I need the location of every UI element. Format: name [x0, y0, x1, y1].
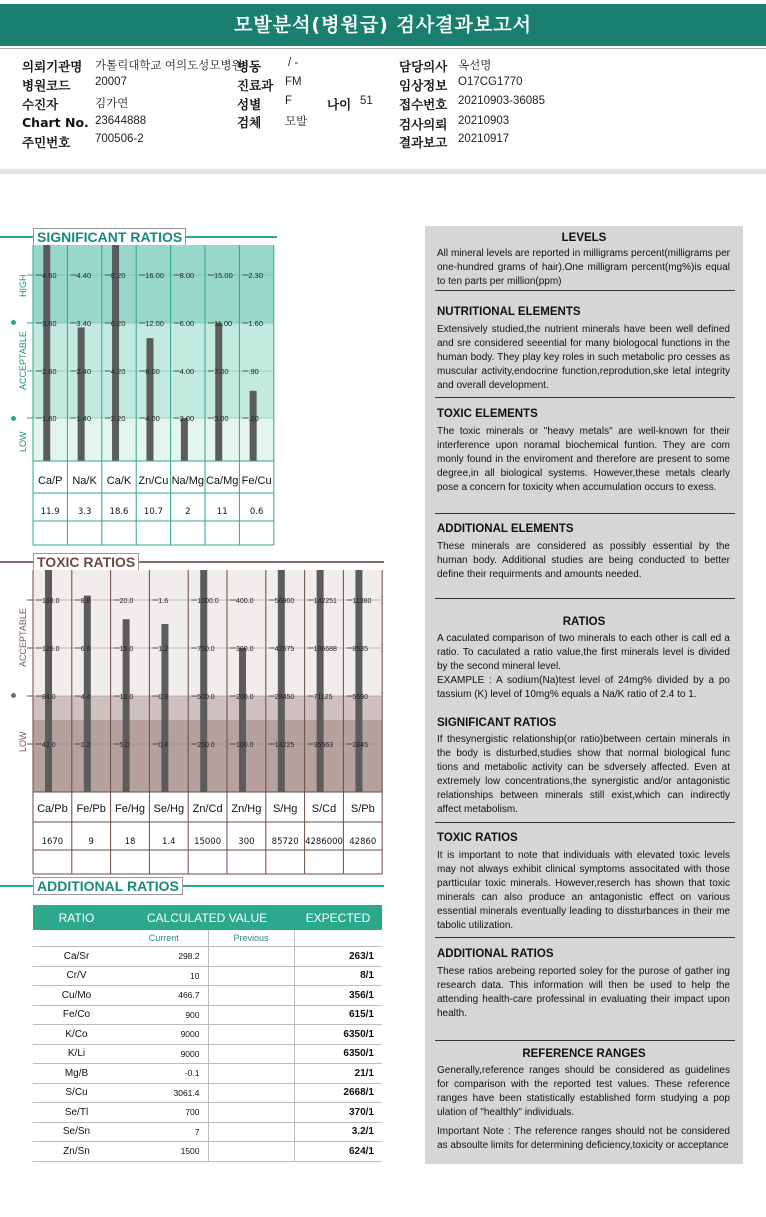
tick-label: 142251 [313, 598, 337, 605]
table-row [33, 1064, 382, 1084]
clinical-label: 임상정보 [399, 78, 448, 93]
category-label: Fe/Pb [76, 803, 106, 815]
tick-label: 14225 [274, 742, 295, 749]
additional-elements-text: These minerals are considered as possibly essential by the human body. Additional studies are being conducted to better define their requirments and amounts needed. [437, 541, 730, 580]
examinee-label: 수진자 [22, 97, 59, 112]
tick-label: 11.00 [214, 319, 233, 328]
zone-acceptable-label: ACCEPTABLE [18, 331, 28, 390]
tick-label: 126.0 [42, 646, 60, 653]
previous-value-cell [208, 947, 294, 967]
tick-label: 1.6 [158, 598, 169, 605]
tick-label: 11380 [352, 598, 372, 605]
additional-elements-heading: ADDITIONAL ELEMENTS [437, 523, 574, 535]
tick-label: 4.00 [145, 414, 160, 423]
tick-label: 6.20 [110, 319, 126, 328]
dept-value: FM [285, 76, 302, 88]
expected-value-cell: 615/1 [294, 1005, 382, 1025]
ratio-cell: K/Co [33, 1025, 120, 1045]
tick-label: 100.0 [236, 742, 254, 749]
panel-divider [435, 397, 735, 398]
tick-label: 3.40 [76, 319, 92, 328]
table-row [33, 1103, 382, 1123]
header-divider [0, 169, 766, 174]
value-label: 0.6 [249, 507, 264, 517]
current-value-cell: 298.2 [120, 947, 208, 967]
value-label: 11.9 [40, 507, 60, 517]
category-label: Na/Mg [171, 475, 205, 487]
ratios-text: A caculated comparison of two minerals to each other is call ed a ratio. To caculated a ratio value,the first minerals level is divided by the second mineral level. [437, 633, 730, 672]
ratio-cell: Cu/Mo [33, 986, 120, 1006]
reference-ranges-note: Important Note : The reference ranges should not be considered as absoulte limits for determining deficiency,toxicity or acceptance [437, 1126, 730, 1151]
panel-divider [435, 290, 735, 291]
report-value: 20210917 [458, 133, 510, 145]
tick-label: 10.0 [119, 694, 134, 701]
current-value-cell: 700 [120, 1103, 208, 1123]
tick-label: 2845 [352, 742, 368, 749]
current-value-cell: 3061.4 [120, 1083, 208, 1103]
ratio-cell: Zn/Sn [33, 1142, 120, 1162]
request-label: 검사의뢰 [399, 117, 448, 132]
doctor-value: 옥선명 [458, 60, 492, 72]
tick-label: 500.0 [197, 694, 215, 701]
table-row [33, 1142, 382, 1162]
toxic-ratios-text: It is important to note that individuals with elevated toxic levels may not always exhibit clinical symptoms associtated with those partticular toxic minerals. However,reserch has shown that toxic minerals can also produce an antagonistic effect on various essential minerals eventually leading to dissturbances in their me tabolic utilization. [437, 850, 730, 931]
previous-value-cell [208, 1122, 294, 1142]
tox-line-left [0, 561, 35, 563]
sig-line-right [172, 236, 277, 238]
ratio-bar [239, 648, 246, 792]
tick-label: 4.40 [76, 271, 92, 280]
ratio-cell: Se/Tl [33, 1103, 120, 1123]
previous-value-cell [208, 1064, 294, 1084]
ward-label: 병동 [237, 59, 262, 74]
tick-label: 2.40 [76, 367, 92, 376]
value-label: 85720 [271, 837, 299, 847]
tick-label: 8535 [352, 646, 368, 653]
table-row [33, 986, 382, 1006]
previous-value-cell [208, 986, 294, 1006]
expected-value-cell: 6350/1 [294, 1044, 382, 1064]
current-value-cell: 9000 [120, 1025, 208, 1045]
ratio-cell: Cr/V [33, 966, 120, 986]
tick-label: 42675 [274, 646, 295, 653]
table-row [33, 1044, 382, 1064]
expected-value-cell: 263/1 [294, 947, 382, 967]
chart-label: Chart No. [22, 115, 89, 130]
tick-label: 4.4 [80, 694, 91, 701]
value-label: 3.3 [77, 507, 92, 517]
expected-value-cell: 8/1 [294, 966, 382, 986]
patient-info-block [0, 48, 766, 170]
current-value-cell: 9000 [120, 1044, 208, 1064]
ratio-bar [215, 323, 222, 461]
request-value: 20210903 [458, 115, 510, 127]
nutritional-heading: NUTRITIONAL ELEMENTS [437, 306, 581, 318]
tick-label: 6.6 [80, 646, 91, 653]
value-label: 9 [88, 837, 94, 847]
tick-label: 16.00 [145, 271, 164, 280]
tick-label: 6.00 [179, 319, 195, 328]
tick-label: 250.0 [197, 742, 215, 749]
value-label: 42860 [349, 837, 377, 847]
category-label: Ca/Mg [205, 475, 239, 487]
tick-label: 2.00 [179, 414, 195, 423]
table-row [33, 1025, 382, 1045]
category-label: Zn/Cu [138, 475, 169, 487]
reference-ranges-heading: REFERENCE RANGES [522, 1048, 646, 1060]
table-row [33, 947, 382, 967]
tick-label: 1.40 [76, 414, 92, 423]
previous-value-cell [208, 1083, 294, 1103]
ratio-cell: S/Cu [33, 1083, 120, 1103]
value-label: 15000 [194, 837, 222, 847]
zone-high-label: HIGH [18, 274, 28, 297]
tick-label: 8.8 [80, 598, 91, 605]
category-label: Ca/P [37, 475, 63, 487]
value-label: 1.4 [162, 837, 176, 847]
tick-label: 20.0 [119, 598, 134, 605]
age-label: 나이 [327, 97, 352, 112]
dept-label: 진료과 [237, 78, 274, 93]
receipt-value: 20210903-36085 [458, 95, 545, 107]
ratio-cell: Mg/B [33, 1064, 120, 1084]
table-row [33, 1005, 382, 1025]
ratio-cell: Se/Sn [33, 1122, 120, 1142]
category-label: Zn/Cd [192, 803, 223, 815]
tick-label: 12.00 [145, 319, 164, 328]
value-label: 11 [216, 507, 228, 517]
category-label: Zn/Hg [231, 803, 262, 815]
tick-label: 8.00 [145, 367, 160, 376]
expected-value-cell: 624/1 [294, 1142, 382, 1162]
category-label: Fe/Cu [241, 475, 272, 487]
tick-label: 4.20 [110, 367, 126, 376]
category-label: Ca/Pb [37, 803, 68, 815]
tick-label: 35563 [313, 742, 334, 749]
tick-label: 0.4 [158, 742, 169, 749]
col-expected-header: EXPECTED [294, 905, 382, 930]
doctor-label: 담당의사 [399, 59, 448, 74]
specimen-label: 검체 [237, 115, 262, 130]
tick-label: 5690 [352, 694, 368, 701]
previous-value-cell [208, 1025, 294, 1045]
category-label: S/Pb [350, 803, 375, 815]
resident-label: 주민번호 [22, 135, 71, 150]
toxic-ratios-heading: TOXIC RATIOS [33, 553, 139, 571]
tick-label: 7.00 [214, 367, 229, 376]
reference-ranges-text: Generally,reference ranges should be considered as guidelines for comparison with the reported test values. These reference ranges have been statistically established form studying a pop ulation of "healthly" individuals. [437, 1065, 730, 1118]
chart-value: 23644888 [95, 115, 147, 127]
toxic-ratios-panel-heading: TOXIC RATIOS [437, 832, 518, 844]
zone-low-label: LOW [18, 431, 28, 452]
current-value-cell: 7 [120, 1122, 208, 1142]
tick-label: 2.20 [110, 414, 126, 423]
ratio-cell: Ca/Sr [33, 947, 120, 967]
tick-label: 168.0 [42, 598, 60, 605]
col-previous-header: Previous [208, 930, 294, 947]
zone-band [33, 245, 274, 323]
additional-ratios-panel-heading: ADDITIONAL RATIOS [437, 948, 554, 960]
current-value-cell: 10 [120, 966, 208, 986]
expected-value-cell: 6350/1 [294, 1025, 382, 1045]
significant-ratios-heading: SIGNIFICANT RATIOS [33, 228, 186, 246]
table-row [33, 966, 382, 986]
toxic-ratios-chart [0, 570, 386, 876]
previous-value-cell [208, 966, 294, 986]
institution-value: 가톨릭대학교 여의도성모병원 [95, 60, 243, 72]
toxic-elements-text: The toxic minerals or "heavy metals" are well-known for their interference upon noramal biochemical funtion. They are com monly found in the enviroment and therefore are present to some degree,in all biological systems. However,these metals clearly pose a concern for toxicity when accumulation occurs to exess. [437, 426, 730, 493]
toxic-elements-heading: TOXIC ELEMENTS [437, 408, 538, 420]
add-line-right [170, 885, 384, 887]
current-value-cell: 1500 [120, 1142, 208, 1162]
report-label: 결과보고 [399, 135, 448, 150]
tox-zone-acceptable-label: ACCEPTABLE [18, 608, 28, 667]
tick-label: 0.8 [158, 694, 169, 701]
value-label: 1670 [41, 837, 64, 847]
clinical-value: O17CG1770 [458, 76, 523, 88]
significant-ratios-chart [0, 245, 280, 547]
resident-value: 700506-2 [95, 133, 144, 145]
explanation-panel [425, 226, 743, 1164]
tick-label: 2.2 [80, 742, 91, 749]
value-label: 4286000 [305, 837, 343, 847]
tick-label: 84.0 [42, 694, 56, 701]
sex-label: 성별 [237, 97, 262, 112]
previous-value-cell [208, 1005, 294, 1025]
institution-label: 의뢰기관명 [22, 59, 83, 74]
expected-value-cell: 356/1 [294, 986, 382, 1006]
hospital-code-value: 20007 [95, 76, 127, 88]
significant-ratios-text: If thesynergistic relationship(or ratio)between certain minerals in the body is disturbed,studies show that normal biological func tions and metabolic activity can be sdversely affected. Even at extremely low concentrations,the synergistic and/or antagonistic relationships between minerals still exist,which can indirectly affect metabolism. [437, 734, 730, 815]
ratio-bar [181, 418, 188, 461]
tox-zone-low-label: LOW [18, 731, 28, 752]
tick-label: 28450 [274, 694, 295, 701]
category-label: Se/Hg [153, 803, 185, 815]
sig-line-left [0, 236, 33, 238]
value-label: 2 [185, 507, 191, 517]
col-current-header: Current [120, 930, 208, 947]
levels-heading: LEVELS [561, 232, 607, 244]
panel-divider [435, 598, 735, 599]
value-label: 10.7 [143, 507, 163, 517]
category-label: Na/K [72, 475, 97, 487]
current-value-cell: 900 [120, 1005, 208, 1025]
receipt-label: 접수번호 [399, 97, 448, 112]
category-label: S/Hg [272, 803, 298, 815]
category-label: Fe/Hg [115, 803, 145, 815]
panel-divider [435, 937, 735, 938]
table-row [33, 1122, 382, 1142]
value-label: 18 [124, 837, 136, 847]
col-ratio-header: RATIO [33, 905, 120, 930]
ratio-cell: Fe/Co [33, 1005, 120, 1025]
tick-label: 2.30 [248, 271, 264, 280]
current-value-cell: 466.7 [120, 986, 208, 1006]
ratios-example: EXAMPLE : A sodium(Na)test level of 24mg% divided by a po tassium (K) level of 10mg% equals a Na/K ratio of 2.4 to 1. [437, 675, 730, 700]
previous-value-cell [208, 1142, 294, 1162]
tick-label: 8.00 [179, 271, 195, 280]
tick-label: 3.60 [42, 319, 57, 328]
age-value: 51 [360, 95, 373, 107]
tick-label: 5.0 [119, 742, 130, 749]
previous-value-cell [208, 1103, 294, 1123]
panel-divider [435, 822, 735, 823]
report-title: 모발분석(병원급) 검사결과보고서 [0, 4, 766, 46]
tick-label: 42.0 [42, 742, 56, 749]
expected-value-cell: 21/1 [294, 1064, 382, 1084]
additional-ratios-table [33, 905, 382, 1162]
tick-label: 106688 [313, 646, 337, 653]
panel-divider [435, 513, 735, 514]
tick-label: .90 [248, 367, 259, 376]
tick-label: 4.00 [179, 367, 195, 376]
tick-label: 4.60 [42, 271, 57, 280]
tick-label: 71125 [313, 694, 333, 701]
tick-label: 750.0 [197, 646, 215, 653]
additional-ratios-heading: ADDITIONAL RATIOS [33, 877, 183, 895]
tick-label: 15.0 [119, 646, 134, 653]
value-label: 300 [238, 837, 255, 847]
tick-label: .20 [248, 414, 259, 423]
ratio-bar [78, 327, 85, 461]
tick-label: 8.20 [110, 271, 126, 280]
tick-label: 400.0 [236, 598, 254, 605]
ratios-heading: RATIOS [562, 616, 606, 628]
specimen-value: 모발 [285, 116, 308, 128]
nutritional-text: Extensively studied,the nutrient minerals have been well defined and sre considered seeential for many biologocal functions in the human body. They play key roles in such metabolic pro cesses as muscular activity,endocrine function,reprodution,ske letal integrity and overall development. [437, 324, 730, 391]
col-calculated-header: CALCULATED VALUE [120, 905, 294, 930]
examinee-value: 김가연 [95, 98, 129, 110]
value-label: 18.6 [109, 507, 129, 517]
ratio-cell: K/Li [33, 1044, 120, 1064]
previous-value-cell [208, 1044, 294, 1064]
ward-value: / - [288, 57, 299, 69]
hospital-code-label: 병원코드 [22, 78, 71, 93]
tox-line-right [128, 561, 384, 563]
tick-label: 1.60 [42, 414, 57, 423]
additional-ratios-text: These ratios arebeing reported soley for the purose of gather ing research data. This information will then be used to help the attending health-care professinal in evaluating their impact upon health. [437, 966, 730, 1019]
tick-label: 1.2 [158, 646, 169, 653]
tick-label: 1000.0 [197, 598, 219, 605]
expected-value-cell: 370/1 [294, 1103, 382, 1123]
tick-label: 1.60 [248, 319, 264, 328]
ratio-bar [146, 338, 153, 461]
tick-label: 3.00 [214, 414, 229, 423]
ratio-bar [250, 391, 257, 461]
tick-label: 2.60 [42, 367, 57, 376]
category-label: S/Cd [311, 803, 337, 815]
panel-divider [435, 1040, 735, 1041]
tick-label: 200.0 [236, 694, 254, 701]
expected-value-cell: 3.2/1 [294, 1122, 382, 1142]
tick-label: 300.0 [236, 646, 254, 653]
expected-value-cell: 2668/1 [294, 1083, 382, 1103]
tick-label: 15.00 [214, 271, 233, 280]
tick-label: 56900 [274, 598, 295, 605]
add-line-left [0, 885, 33, 887]
sex-value: F [285, 95, 293, 107]
current-value-cell: -0.1 [120, 1064, 208, 1084]
table-row [33, 1083, 382, 1103]
category-label: Ca/K [106, 475, 132, 487]
significant-ratios-panel-heading: SIGNIFICANT RATIOS [437, 717, 557, 729]
levels-text: All mineral levels are reported in milligrams percent(milligrams per one-hundred grams of hair).One milligram percent(mg%)is equal to ten parts per million(ppm) [437, 248, 730, 287]
